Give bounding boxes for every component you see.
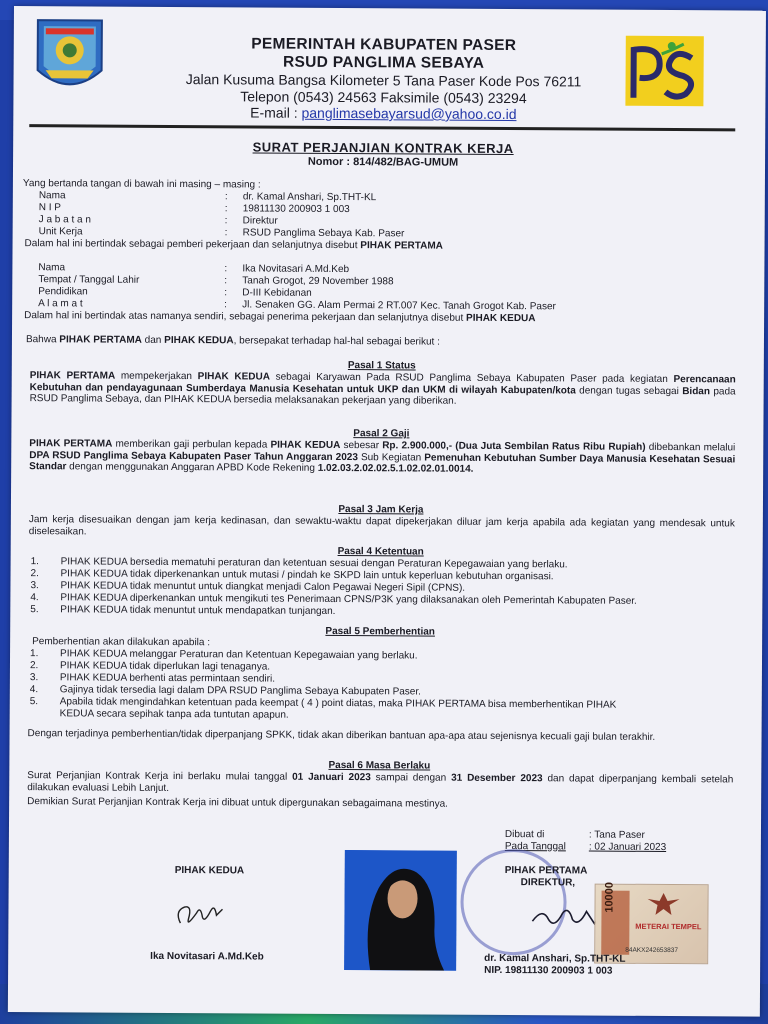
government-name: PEMERINTAH KABUPATEN PASER — [251, 35, 517, 55]
party2-signature-icon — [170, 893, 230, 933]
pasal-1-text: pada RSUD Panglima Sebaya, dan PIHAK KEDUA bersedia melaksanakan pekerjaan yang diberikan. — [29, 385, 736, 407]
made-at-label: Dibuat di — [504, 829, 545, 841]
pasal-1-text: mempekerjakan — [115, 370, 198, 383]
pasal-2-heading: Pasal 2 Gaji — [353, 428, 410, 440]
hospital-address: Jalan Kusuma Bangsa Kilometer 5 Tana Paser Kode Pos 76211 — [185, 71, 582, 90]
party2-closing — [24, 310, 535, 325]
list-text: PIHAK KEDUA tidak diperkenankan untuk mutasi / pindah ke SKPD lain untuk keperluan kebutuhan organisasi. — [60, 568, 554, 583]
agreement-text: Bahwa — [25, 334, 60, 346]
pasal-2-account-code: 1.02.03.2.02.02.5.1.02.02.01.0014. — [317, 462, 474, 475]
person-photo-icon — [344, 850, 457, 971]
list-number: 1. — [30, 648, 39, 660]
party2-colon: : — [224, 299, 227, 311]
pasal-2-term: PIHAK PERTAMA — [29, 438, 113, 450]
kabupaten-paser-emblem-icon — [31, 16, 107, 98]
pasal-4-heading: Pasal 4 Ketentuan — [337, 545, 424, 558]
hospital-phone: Telepon (0543) 24563 Faksimile (0543) 23294 — [240, 88, 527, 107]
party1-label-nip: N I P — [38, 202, 62, 214]
email-label: E-mail : — [250, 104, 302, 121]
party2-value-birth: Tanah Grogot, 29 November 1988 — [242, 275, 394, 288]
document-title: SURAT PERJANJIAN KONTRAK KERJA — [252, 139, 514, 157]
party1-closing — [25, 238, 443, 253]
end-date: 31 Desember 2023 — [451, 772, 543, 785]
pasal-6-heading: Pasal 6 Masa Berlaku — [328, 759, 431, 772]
party2-value-address: Jl. Senaken GG. Alam Permai 2 RT.007 Kec. Tanah Grogot Kab. Paser — [242, 299, 556, 313]
pasal-4-item — [30, 604, 335, 618]
party1-label-position: J a b a t a n — [38, 214, 91, 226]
pasal-2-budget: DPA RSUD Panglima Sebaya Kabupaten Paser Tahun Anggaran 2023 — [29, 449, 358, 463]
list-text: PIHAK KEDUA melanggar Peraturan dan Ketentuan Kepegawaian yang berlaku. — [60, 648, 418, 662]
rsud-logo — [625, 36, 703, 106]
party2-value-education: D-III Kebidanan — [242, 287, 312, 299]
pasal-1-role: Bidan — [682, 385, 711, 397]
pasal-3-heading: Pasal 3 Jam Kerja — [338, 503, 424, 516]
pasal-6-text: Surat Perjanjian Kontrak Kerja ini berlaku mulai tanggal — [27, 770, 293, 783]
materai-serial: 84AKX242653837 — [625, 946, 679, 955]
party1-closing-text: Dalam hal ini bertindak sebagai pemberi pekerjaan dan selanjutnya disebut — [24, 238, 361, 252]
list-text: PIHAK KEDUA berhenti atas permintaan sendiri. — [59, 672, 276, 685]
rsud-ps-logo-icon — [625, 36, 703, 106]
party1-colon: : — [224, 227, 228, 239]
garuda-emblem-icon — [645, 891, 681, 917]
pasal-2-text: Sub Kegiatan — [357, 451, 425, 464]
list-text: KEDUA secara sepihak tanpa ada tuntutan apapun. — [59, 708, 289, 721]
materai-label: METERAI TEMPEL — [635, 921, 702, 932]
pasal-5-closing: Dengan terjadinya pemberhentian/tidak diperpanjang SPKK, tidak akan diberikan bantuan apa-apa atau sejenisnya kecuali gaji bulan terakhir. — [27, 728, 656, 743]
party2-colon: : — [224, 263, 228, 275]
list-number: 3. — [29, 672, 39, 684]
materai-stamp — [594, 884, 708, 965]
party2-closing-text: Dalam hal ini bertindak atas namanya sendiri, sebagai penerima pekerjaan dan selanjutnya disebut — [24, 310, 467, 324]
pasal-6-text: sampai dengan — [370, 772, 452, 784]
pasal-1-heading: Pasal 1 Status — [347, 360, 416, 372]
party1-value-unit: RSUD Panglima Sebaya Kab. Paser — [242, 227, 405, 240]
pasal-2-subactivity: Pemenuhan Kebutuhan Sumber Daya Manusia Kesehatan Sesuai Standar — [29, 452, 736, 473]
start-date: 01 Januari 2023 — [292, 771, 371, 784]
pasal-2-text: dibebankan melalui — [645, 441, 736, 454]
party2-label-name: Nama — [38, 262, 66, 274]
list-number: 4. — [30, 592, 39, 604]
list-text: PIHAK KEDUA tidak diperlukan lagi tenaganya. — [59, 660, 271, 673]
party1-label-name: Nama — [38, 190, 66, 202]
agreement-text: dan — [141, 334, 165, 346]
pasal-1-body — [30, 370, 736, 409]
party1-role: DIREKTUR, — [520, 877, 576, 889]
party2-label-address: A l a m a t — [38, 298, 83, 310]
email-link[interactable]: panglimasebayarsud@yahoo.co.id — [301, 104, 517, 123]
party1-signature-name: dr. Kamal Anshari, Sp.THT-KL — [484, 952, 626, 965]
pasal-2-body — [29, 438, 735, 477]
party2-colon: : — [224, 287, 228, 299]
date-label: Pada Tanggal — [504, 841, 566, 853]
party1-colon: : — [224, 203, 228, 215]
pasal-2-salary: Rp. 2.900.000,- (Dua Juta Sembilan Ratus Ribu Rupiah) — [382, 440, 646, 453]
hospital-email-line — [133, 104, 633, 123]
date-value: : 02 Januari 2023 — [588, 841, 667, 853]
list-number: 5. — [30, 604, 39, 616]
list-text: PIHAK KEDUA tidak menuntut untuk diangkat menjadi Calon Pegawai Negeri Sipil (CPNS). — [60, 580, 466, 594]
pasal-2-text: sebesar — [340, 440, 383, 452]
pasal-6-body — [27, 770, 733, 797]
party1-signature-label: PIHAK PERTAMA — [504, 865, 588, 877]
party1-term: PIHAK PERTAMA — [360, 240, 443, 252]
pasal-2-text: memberikan gaji perbulan kepada — [112, 438, 271, 451]
pasal-1-text: dengan tugas sebagai — [575, 384, 683, 397]
list-text: PIHAK KEDUA tidak menuntut untuk mendapatkan tunjangan. — [60, 604, 336, 617]
list-text: Gajinya tidak tersedia lagi dalam DPA RSUD Panglima Sebaya Kabupaten Paser. — [59, 684, 421, 698]
pasal-1-term: PIHAK PERTAMA — [29, 370, 116, 382]
pasal-5-item-continued — [30, 708, 289, 722]
list-number: 3. — [30, 580, 39, 592]
pasal-1-term: PIHAK KEDUA — [197, 371, 271, 383]
agreement-party1: PIHAK PERTAMA — [59, 334, 142, 346]
list-number: 1. — [30, 556, 39, 568]
party2-signature-name: Ika Novitasari A.Md.Keb — [150, 950, 264, 963]
list-number: 2. — [29, 660, 39, 672]
letterhead-divider — [29, 124, 735, 131]
hospital-name: RSUD PANGLIMA SEBAYA — [283, 53, 485, 72]
made-at-value: : Tana Paser — [588, 829, 645, 841]
party2-label-education: Pendidikan — [38, 286, 88, 298]
party1-colon: : — [224, 191, 228, 203]
party1-value-nip: 19811130 200903 1 003 — [242, 203, 350, 216]
party1-label-unit: Unit Kerja — [38, 226, 83, 238]
party1-colon: : — [224, 215, 228, 227]
list-number: 5. — [29, 696, 39, 708]
closing-statement: Demikian Surat Perjanjian Kontrak Kerja ini dibuat untuk dipergunakan sebagaimana mestinya. — [27, 796, 448, 810]
pasal-2-term: PIHAK KEDUA — [270, 439, 341, 452]
materai-value: 10000 — [603, 882, 616, 913]
document-page — [8, 6, 766, 1017]
party2-value-name: Ika Novitasari A.Md.Keb — [242, 263, 350, 276]
list-text: Apabila tidak mengindahkan ketentuan pada keempat ( 4 ) point diatas, maka PIHAK PERTAMA bisa memberhentikan PIHAK — [59, 696, 617, 711]
pasal-6-text: dan dapat diperpanjang kembali setelah dilakukan evaluasi Lebih Lanjut. — [27, 773, 734, 794]
party1-value-position: Direktur — [242, 215, 278, 227]
list-number: 4. — [29, 684, 39, 696]
agreement-party2: PIHAK KEDUA — [164, 334, 234, 347]
party2-term: PIHAK KEDUA — [466, 312, 536, 325]
party2-signature-label: PIHAK KEDUA — [174, 864, 245, 877]
party1-value-name: dr. Kamal Anshari, Sp.THT-KL — [242, 191, 377, 204]
employee-photo — [344, 850, 457, 971]
pasal-1-activity: Perencanaan Kebutuhan dan pendayagunaan Sumberdaya Manusia Kesehatan untuk UKP dan UKM di wilayah Kabupaten/kota — [29, 374, 736, 396]
party2-colon: : — [224, 275, 228, 287]
party2-label-birth: Tempat / Tanggal Lahir — [38, 274, 140, 286]
agreement-statement — [26, 334, 440, 349]
list-number: 2. — [30, 568, 39, 580]
pasal-1-text: sebagai Karyawan Pada RSUD Panglima Sebaya Kabupaten Paser pada kegiatan — [269, 371, 674, 386]
party1-nip: NIP. 19811130 200903 1 003 — [484, 964, 613, 977]
agreement-text: , bersepakat terhadap hal-hal sebagai berikut : — [233, 335, 440, 348]
pasal-5-heading: Pasal 5 Pemberhentian — [325, 625, 435, 638]
pasal-5-intro: Pemberhentian akan dilakukan apabila : — [32, 636, 211, 649]
pasal-2-text: dengan menggunakan Anggaran APBD Kode Rekening — [66, 461, 318, 474]
pasal-3-body: Jam kerja disesuaikan dengan jam kerja kedinasan, dan sewaktu-waktu dapat dipekerjakan diluar jam kerja apabila ada kegiatan yang mendesak untuk diselesaikan. — [28, 514, 735, 537]
list-text: PIHAK KEDUA bersedia mematuhi peraturan dan ketentuan sesuai dengan Peraturan Kepegawaian yang berlaku. — [60, 556, 568, 571]
party1-intro: Yang bertanda tangan di bawah ini masing – masing : — [22, 178, 261, 191]
document-number: Nomor : 814/482/BAG-UMUM — [307, 155, 459, 169]
list-text: PIHAK KEDUA diperkenankan untuk mengikuti tes Penerimaan CPNS/P3K yang dilaksanakan oleh Pemerintah Kabupaten Paser. — [60, 592, 637, 607]
